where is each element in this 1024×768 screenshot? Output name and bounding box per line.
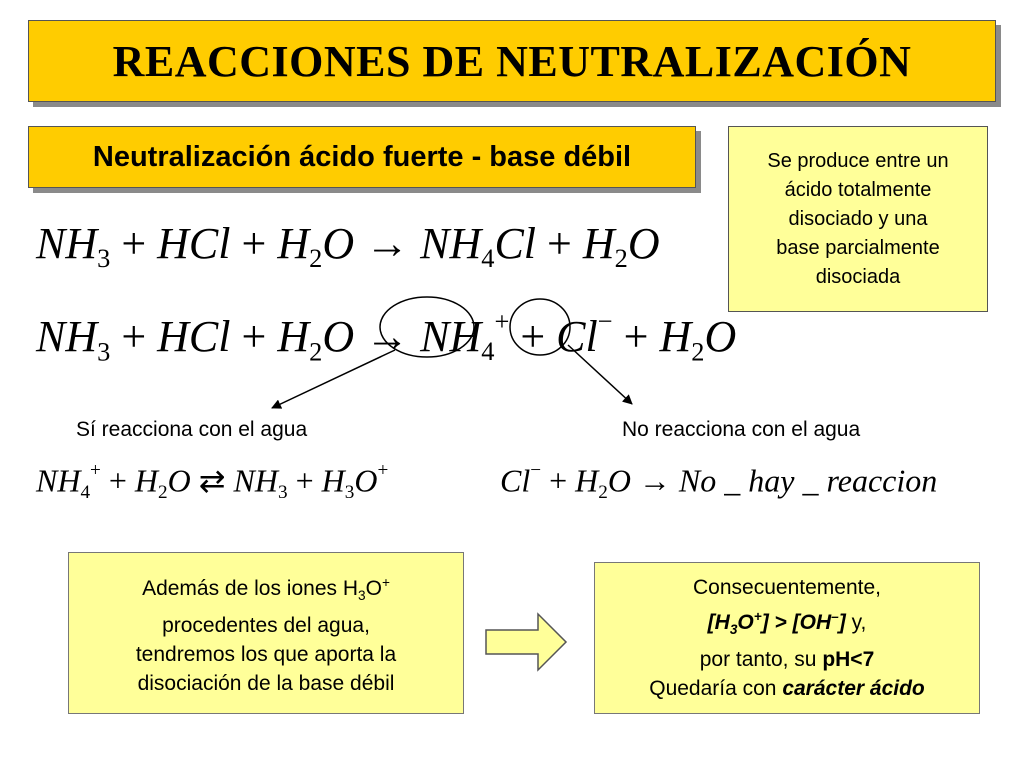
ammonium-circle <box>380 297 474 357</box>
explanation-line-1: Además de los iones $H_3O^+$ <box>142 575 390 604</box>
page-title: REACCIONES DE NEUTRALIZACIÓN <box>112 36 912 86</box>
explanation-line-3: tendremos los que aporta la <box>135 642 397 666</box>
arrow-to-reacts <box>272 350 395 408</box>
explanation-box-left <box>68 552 464 714</box>
explanation-line-2: procedentes del agua, <box>162 613 370 637</box>
equation-no-reaction: $Cl^- + H_2O \to No$ _ hay _ reaccion <box>500 460 938 504</box>
chloride-circle <box>510 299 570 355</box>
arrow-to-no-reaction <box>568 345 632 404</box>
ammonium-ion: $NH_4^+$ <box>420 306 510 367</box>
equation-hydrolysis: $NH_4^+ + H_2O$ ⇄ $NH_3 + H_3O^+$ <box>36 460 389 504</box>
label-no-reaction: No reacciona con el agua <box>622 418 861 441</box>
explanation-line-4: disociación de la base débil <box>137 671 395 695</box>
section-subtitle: Neutralización ácido fuerte - base débil <box>92 140 632 173</box>
conclusion-box-right <box>594 562 980 714</box>
chloride-ion: Cl− <box>556 306 613 362</box>
conclusion-line-4: Quedaría con carácter ácido <box>649 676 925 700</box>
label-reacts: Sí reacciona con el agua <box>76 418 308 441</box>
equation-ionic: $NH_3$ + HCl + $H_2O \to NH_4^+ + Cl^- + H_2O$ <box>36 306 737 367</box>
note-text: Se produce entre un ácido totalmente disociado y una base parcialmente disociada <box>767 149 949 288</box>
right-arrow-icon <box>486 614 566 670</box>
conclusion-line-2: $[H_3O^+] > [OH^-]$ y, <box>707 609 867 638</box>
equation-molecular: $NH_3$ + HCl + $H_2O \to NH_4Cl + H_2O$ <box>36 219 660 274</box>
conclusion-line-1: Consecuentemente, <box>693 576 881 600</box>
conclusion-line-3: por tanto, su pH<7 <box>699 647 875 671</box>
